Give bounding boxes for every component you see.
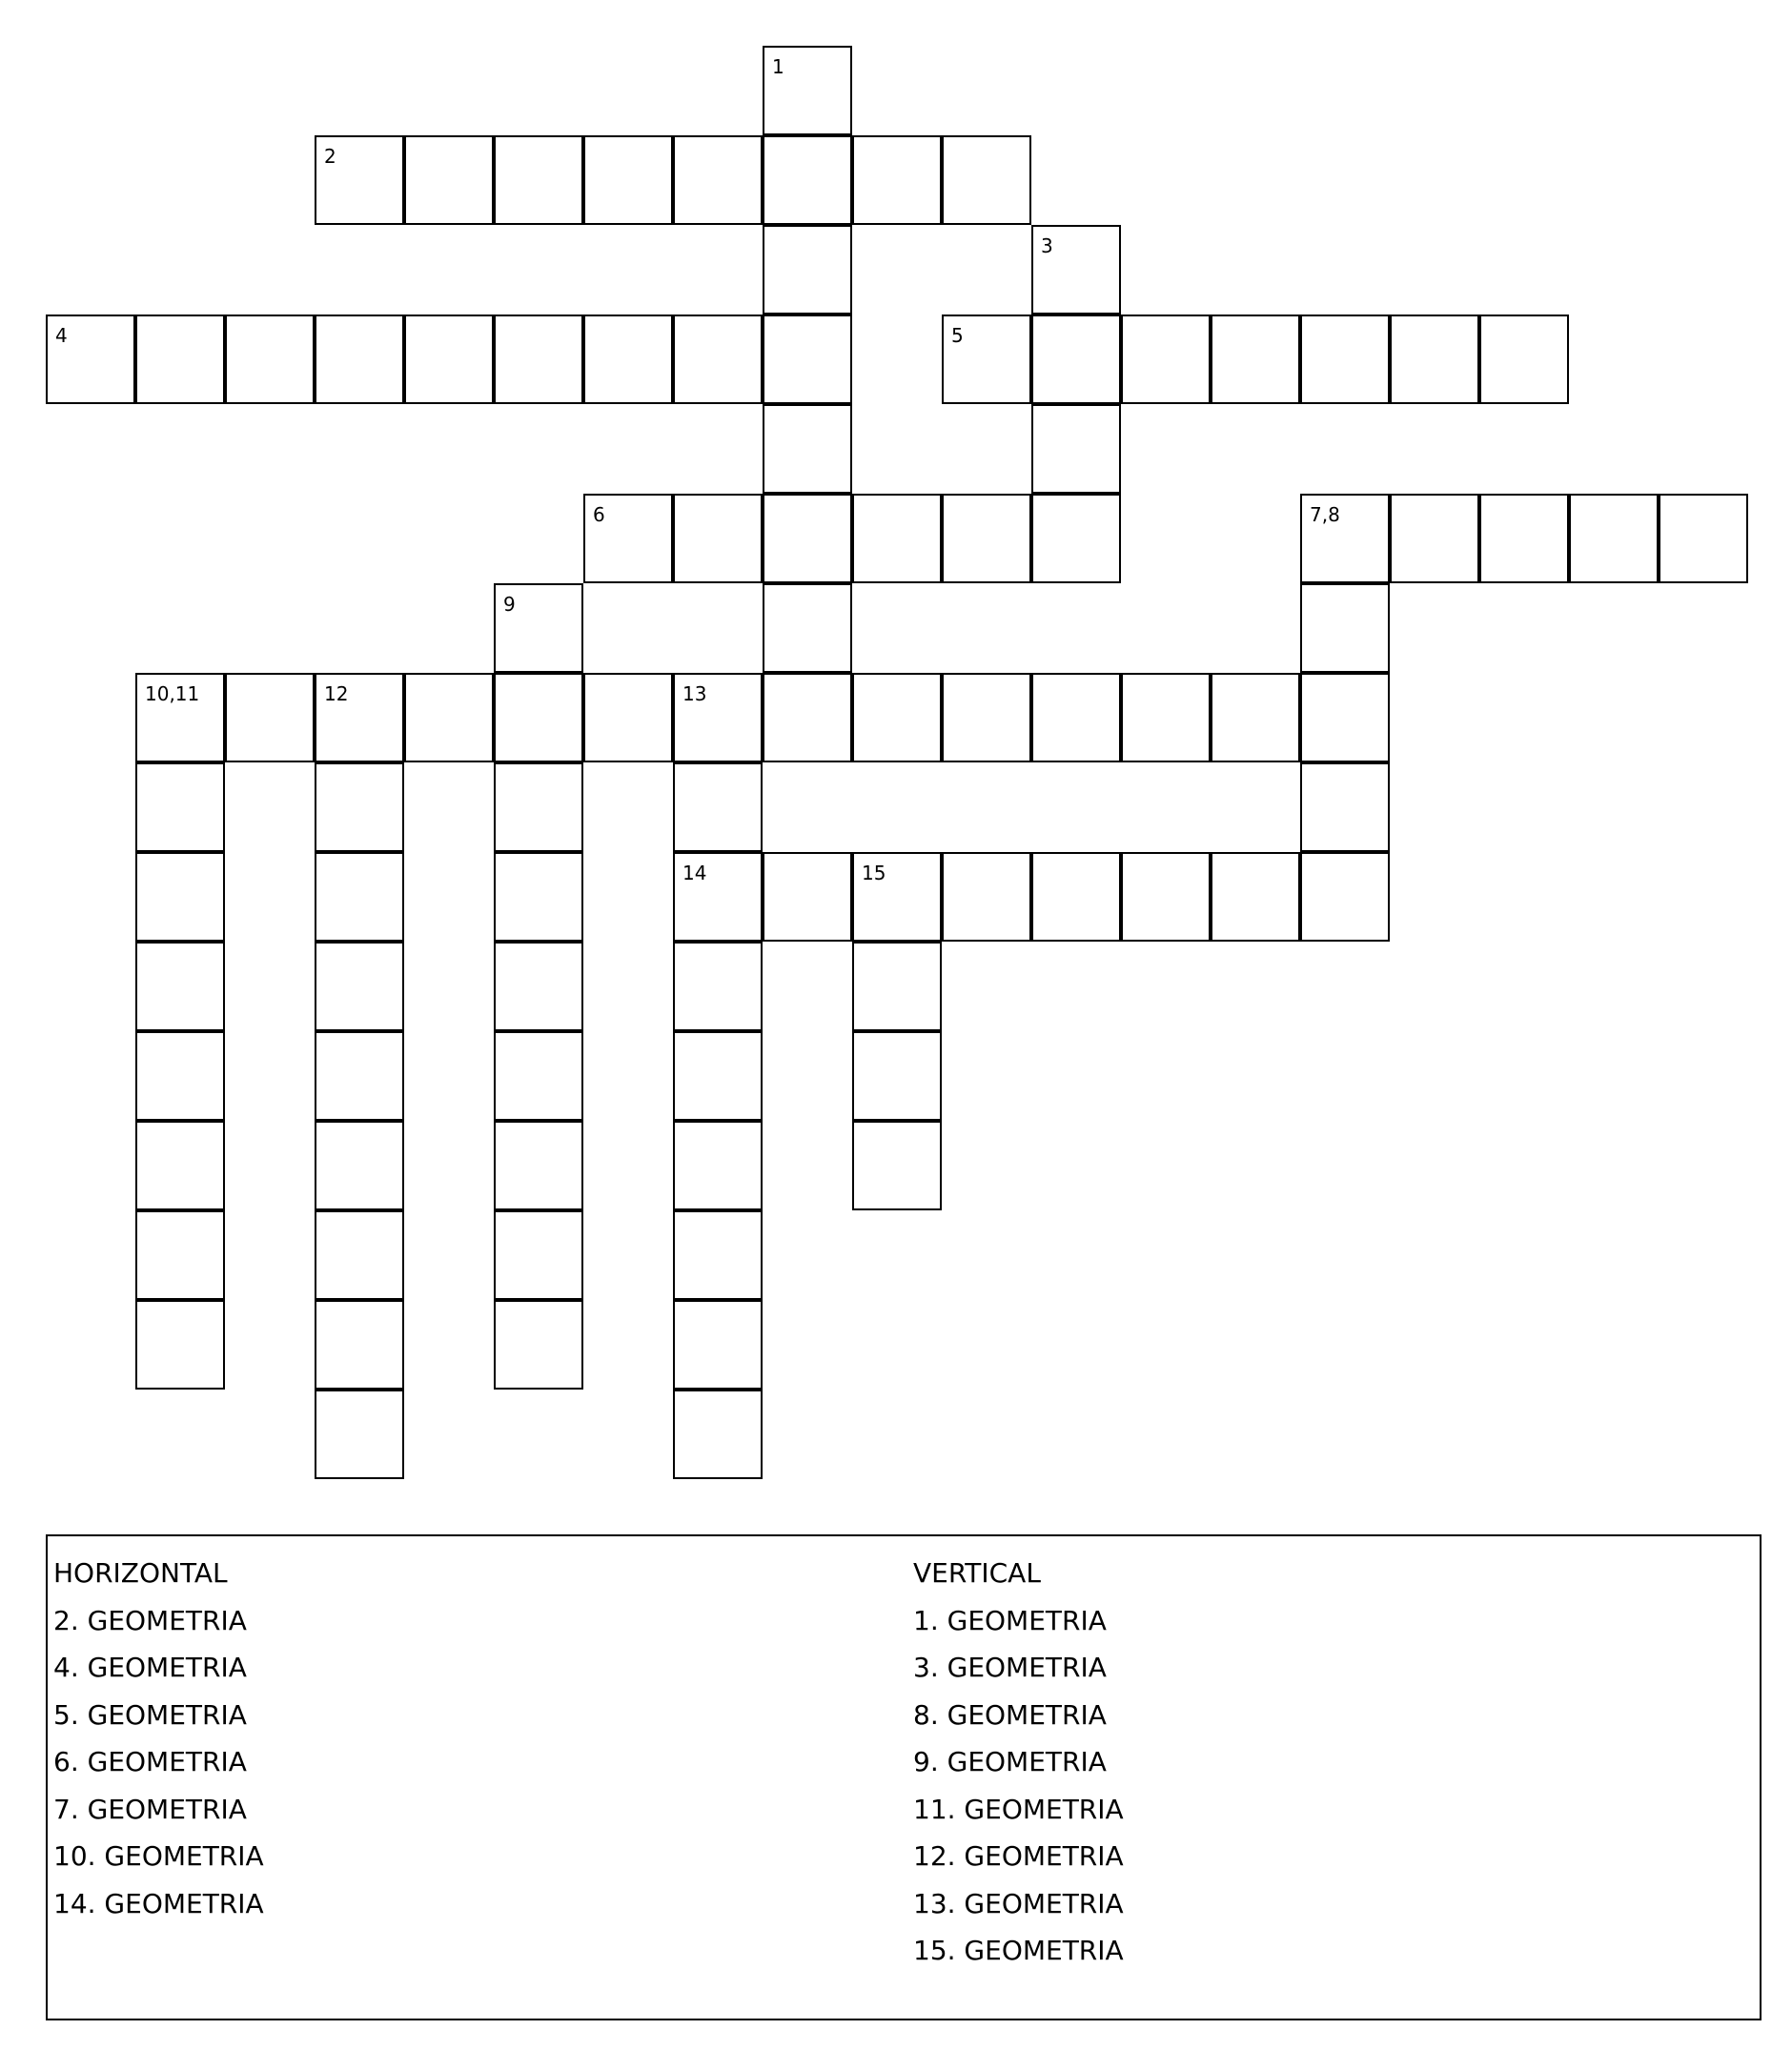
clue-down-item: 12. GEOMETRIA [913, 1840, 1124, 1872]
crossword-cell[interactable] [1211, 673, 1300, 762]
crossword-cell[interactable] [1300, 494, 1390, 583]
crossword-cell[interactable] [135, 1121, 225, 1210]
crossword-cell[interactable] [1300, 315, 1390, 404]
crossword-cell[interactable] [1031, 673, 1121, 762]
crossword-cell[interactable] [673, 1210, 763, 1300]
clues-down-heading: VERTICAL [913, 1557, 1041, 1589]
crossword-cell[interactable] [583, 673, 673, 762]
crossword-cell[interactable] [1121, 673, 1211, 762]
crossword-cell[interactable] [135, 1210, 225, 1300]
clue-number: 14 [682, 862, 707, 884]
crossword-cell[interactable] [225, 315, 315, 404]
crossword-cell[interactable] [494, 315, 583, 404]
clue-number: 6 [593, 503, 605, 526]
crossword-cell[interactable] [673, 942, 763, 1031]
crossword-cell[interactable] [315, 315, 404, 404]
crossword-cell[interactable] [583, 135, 673, 225]
clue-number: 9 [503, 593, 516, 616]
crossword-cell[interactable] [673, 135, 763, 225]
clue-number: 13 [682, 682, 707, 705]
crossword-cell[interactable] [852, 1121, 942, 1210]
crossword-cell[interactable] [673, 1031, 763, 1121]
crossword-cell[interactable] [1300, 762, 1390, 852]
crossword-cell[interactable] [315, 673, 404, 762]
crossword-cell[interactable] [135, 852, 225, 942]
crossword-cell[interactable] [404, 315, 494, 404]
crossword-cell[interactable] [315, 1390, 404, 1479]
crossword-cell[interactable] [673, 494, 763, 583]
crossword-cell[interactable] [1479, 315, 1569, 404]
crossword-cell[interactable] [942, 135, 1031, 225]
crossword-cell[interactable] [1211, 852, 1300, 942]
crossword-cell[interactable] [315, 1031, 404, 1121]
clue-number: 15 [862, 862, 886, 884]
crossword-cell[interactable] [1659, 494, 1748, 583]
crossword-cell[interactable] [46, 315, 135, 404]
crossword-cell[interactable] [763, 225, 852, 315]
crossword-cell[interactable] [673, 852, 763, 942]
crossword-cell[interactable] [942, 673, 1031, 762]
clue-across-item: 2. GEOMETRIA [53, 1604, 247, 1636]
crossword-cell[interactable] [852, 135, 942, 225]
crossword-cell[interactable] [673, 1121, 763, 1210]
crossword-cell[interactable] [315, 1210, 404, 1300]
crossword-cell[interactable] [315, 1121, 404, 1210]
crossword-cell[interactable] [1211, 315, 1300, 404]
crossword-cell[interactable] [494, 135, 583, 225]
clue-down-item: 1. GEOMETRIA [913, 1604, 1107, 1636]
clue-down-item: 13. GEOMETRIA [913, 1887, 1124, 1919]
clue-down-item: 3. GEOMETRIA [913, 1652, 1107, 1683]
crossword-cell[interactable] [1390, 494, 1479, 583]
clue-number: 1 [772, 55, 784, 78]
crossword-cell[interactable] [673, 1300, 763, 1390]
crossword-cell[interactable] [1031, 852, 1121, 942]
clue-number: 5 [951, 324, 964, 347]
crossword-cell[interactable] [494, 942, 583, 1031]
crossword-cell[interactable] [494, 1121, 583, 1210]
clue-across-item: 7. GEOMETRIA [53, 1793, 247, 1825]
crossword-cell[interactable] [494, 1300, 583, 1390]
crossword-cell[interactable] [1300, 852, 1390, 942]
crossword-cell[interactable] [763, 135, 852, 225]
crossword-cell[interactable] [494, 583, 583, 673]
clue-across-item: 6. GEOMETRIA [53, 1746, 247, 1777]
crossword-cell[interactable] [1569, 494, 1659, 583]
clue-across-item: 14. GEOMETRIA [53, 1887, 264, 1919]
crossword-cell[interactable] [942, 852, 1031, 942]
clues-across-heading: HORIZONTAL [53, 1557, 228, 1589]
crossword-cell[interactable] [494, 1210, 583, 1300]
crossword-cell[interactable] [315, 942, 404, 1031]
crossword-cell[interactable] [763, 404, 852, 494]
crossword-cell[interactable] [1390, 315, 1479, 404]
crossword-cell[interactable] [135, 315, 225, 404]
clue-number: 4 [55, 324, 68, 347]
crossword-cell[interactable] [583, 315, 673, 404]
clue-across-item: 4. GEOMETRIA [53, 1652, 247, 1683]
crossword-cell[interactable] [673, 762, 763, 852]
crossword-cell[interactable] [1031, 225, 1121, 315]
clues-across-column [53, 1550, 264, 1927]
crossword-cell[interactable] [315, 852, 404, 942]
crossword-cell[interactable] [404, 673, 494, 762]
crossword-cell[interactable] [583, 494, 673, 583]
crossword-cell[interactable] [763, 583, 852, 673]
crossword-cell[interactable] [1300, 583, 1390, 673]
clue-number: 10,11 [145, 682, 200, 705]
crossword-cell[interactable] [852, 852, 942, 942]
crossword-cell[interactable] [315, 762, 404, 852]
clue-down-item: 9. GEOMETRIA [913, 1746, 1107, 1777]
clues-down-column [913, 1550, 1124, 1975]
crossword-cell[interactable] [673, 1390, 763, 1479]
clue-down-item: 11. GEOMETRIA [913, 1793, 1124, 1825]
clue-number: 3 [1041, 234, 1053, 257]
crossword-cell[interactable] [763, 494, 852, 583]
clue-down-item: 15. GEOMETRIA [913, 1935, 1124, 1966]
crossword-cell[interactable] [1031, 494, 1121, 583]
clue-down-item: 8. GEOMETRIA [913, 1698, 1107, 1731]
crossword-cell[interactable] [135, 1031, 225, 1121]
crossword-cell[interactable] [494, 673, 583, 762]
crossword-cell[interactable] [135, 1300, 225, 1390]
crossword-cell[interactable] [942, 315, 1031, 404]
crossword-cell[interactable] [942, 494, 1031, 583]
crossword-cell[interactable] [1121, 852, 1211, 942]
crossword-cell[interactable] [1031, 315, 1121, 404]
crossword-cell[interactable] [1300, 673, 1390, 762]
crossword-cell[interactable] [135, 762, 225, 852]
crossword-cell[interactable] [1031, 404, 1121, 494]
crossword-cell[interactable] [763, 673, 852, 762]
clue-number: 7,8 [1310, 503, 1340, 526]
crossword-cell[interactable] [315, 135, 404, 225]
clue-across-item: 5. GEOMETRIA [53, 1698, 247, 1731]
crossword-cell[interactable] [1121, 315, 1211, 404]
crossword-cell[interactable] [225, 673, 315, 762]
crossword-cell[interactable] [135, 673, 225, 762]
clue-number: 12 [324, 682, 349, 705]
crossword-cell[interactable] [852, 1031, 942, 1121]
crossword-cell[interactable] [315, 1300, 404, 1390]
crossword-cell[interactable] [135, 942, 225, 1031]
crossword-cell[interactable] [494, 762, 583, 852]
clue-panel [46, 1534, 1761, 2020]
crossword-cell[interactable] [852, 673, 942, 762]
clue-number: 2 [324, 145, 336, 168]
crossword-cell[interactable] [763, 852, 852, 942]
crossword-cell[interactable] [673, 315, 763, 404]
crossword-cell[interactable] [763, 315, 852, 404]
crossword-cell[interactable] [1479, 494, 1569, 583]
crossword-cell[interactable] [404, 135, 494, 225]
crossword-cell[interactable] [852, 494, 942, 583]
crossword-cell[interactable] [763, 46, 852, 135]
crossword-cell[interactable] [494, 1031, 583, 1121]
clue-across-item: 10. GEOMETRIA [53, 1840, 264, 1872]
crossword-cell[interactable] [673, 673, 763, 762]
crossword-cell[interactable] [852, 942, 942, 1031]
crossword-cell[interactable] [494, 852, 583, 942]
